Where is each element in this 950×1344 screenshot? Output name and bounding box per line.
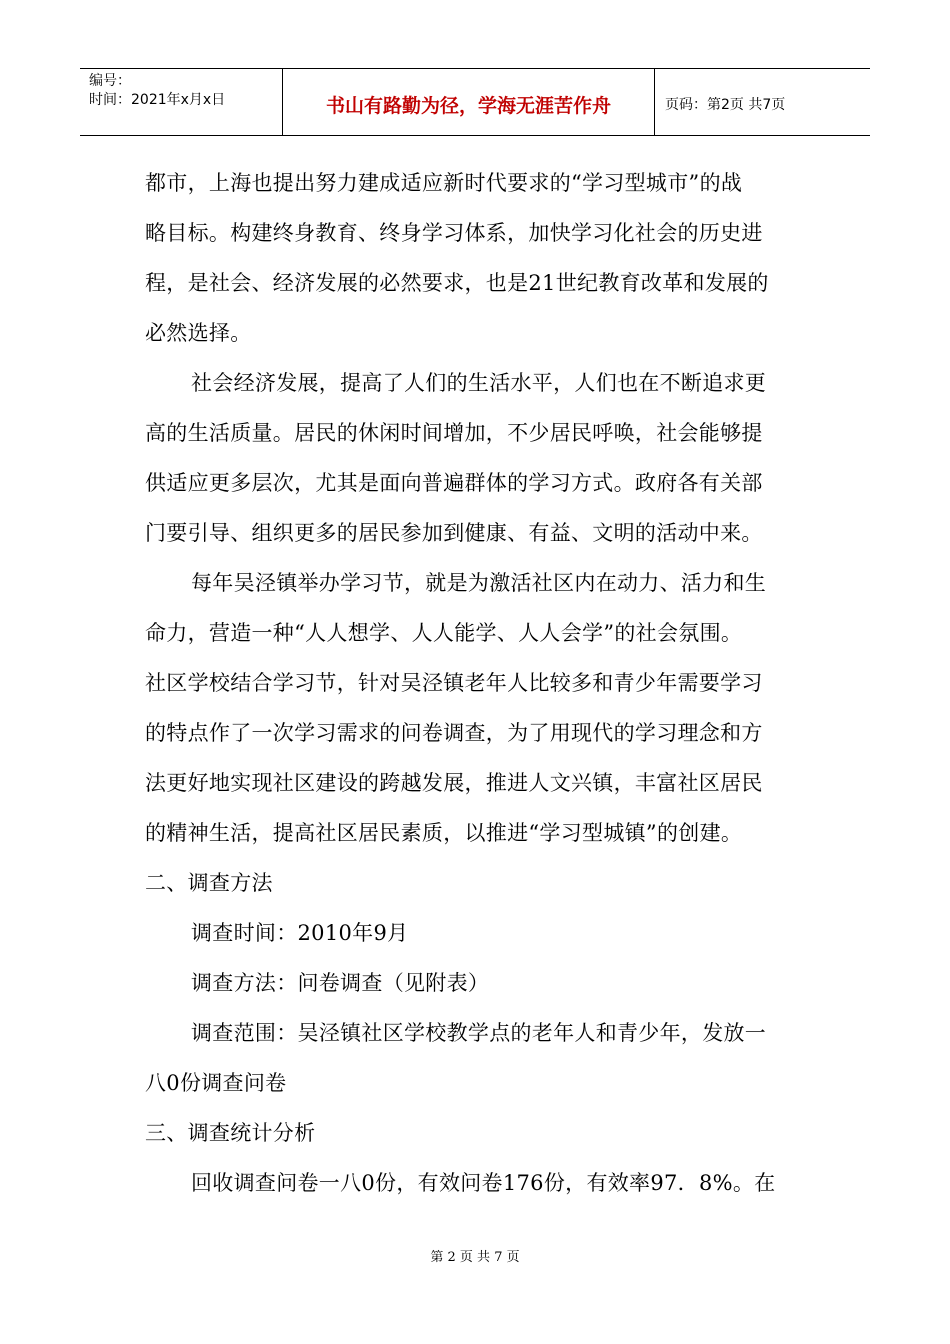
- header-meta-cell: [80, 69, 283, 135]
- text-line: 二、调查方法: [145, 871, 273, 895]
- text-line: 社会经济发展，提高了人们的生活水平，人们也在不断追求更: [191, 371, 767, 395]
- text-line: 每年吴泾镇举办学习节，就是为激活社区内在动力、活力和生: [191, 571, 767, 595]
- text-line: 高的生活质量。居民的休闲时间增加，不少居民呼唤，社会能够提: [145, 421, 763, 445]
- header-page-info: 页码：第2页 共7页: [665, 97, 786, 113]
- document-number-label: 编号：: [89, 73, 131, 89]
- text-line: 八0份调查问卷: [145, 1071, 287, 1095]
- text-line: 调查方法：问卷调查（见附表）: [191, 971, 490, 995]
- header-motto: 书山有路勤为径，学海无涯苦作舟: [325, 95, 611, 117]
- text-line: 门要引导、组织更多的居民参加到健康、有益、文明的活动中来。: [145, 521, 763, 545]
- text-line: 命力，营造一种“人人想学、人人能学、人人会学”的社会氛围。: [145, 621, 743, 645]
- header-motto-cell: [283, 69, 655, 135]
- text-line: 供适应更多层次，尤其是面向普遍群体的学习方式。政府各有关部: [145, 471, 763, 495]
- text-line: 的精神生活，提高社区居民素质，以推进“学习型城镇”的创建。: [145, 821, 743, 845]
- text-line: 的特点作了一次学习需求的问卷调查，为了用现代的学习理念和方: [145, 721, 763, 745]
- page-footer: 第 2 页 共 7 页: [430, 1250, 520, 1265]
- text-line: 调查范围：吴泾镇社区学校教学点的老年人和青少年，发放一: [191, 1021, 767, 1045]
- text-line: 调查时间：2010年9月: [191, 921, 409, 945]
- document-body: [145, 158, 815, 1208]
- text-line: 三、调查统计分析: [145, 1121, 316, 1145]
- text-line: 必然选择。: [145, 321, 252, 345]
- text-line: 回收调查问卷一八0份，有效问卷176份，有效率97．8%。在: [191, 1171, 776, 1195]
- text-line: 法更好地实现社区建设的跨越发展，推进人文兴镇，丰富社区居民: [145, 771, 763, 795]
- text-line: 都市，上海也提出努力建成适应新时代要求的“学习型城市”的战: [145, 171, 743, 195]
- document-date-label: 时间：2021年x月x日: [89, 92, 226, 108]
- header-page-cell: [655, 69, 870, 135]
- text-line: 略目标。构建终身教育、终身学习体系，加快学习化社会的历史进: [145, 221, 763, 245]
- text-line: 社区学校结合学习节，针对吴泾镇老年人比较多和青少年需要学习: [145, 671, 763, 695]
- text-line: 程，是社会、经济发展的必然要求，也是21世纪教育改革和发展的: [145, 271, 769, 295]
- page-header: [80, 68, 870, 136]
